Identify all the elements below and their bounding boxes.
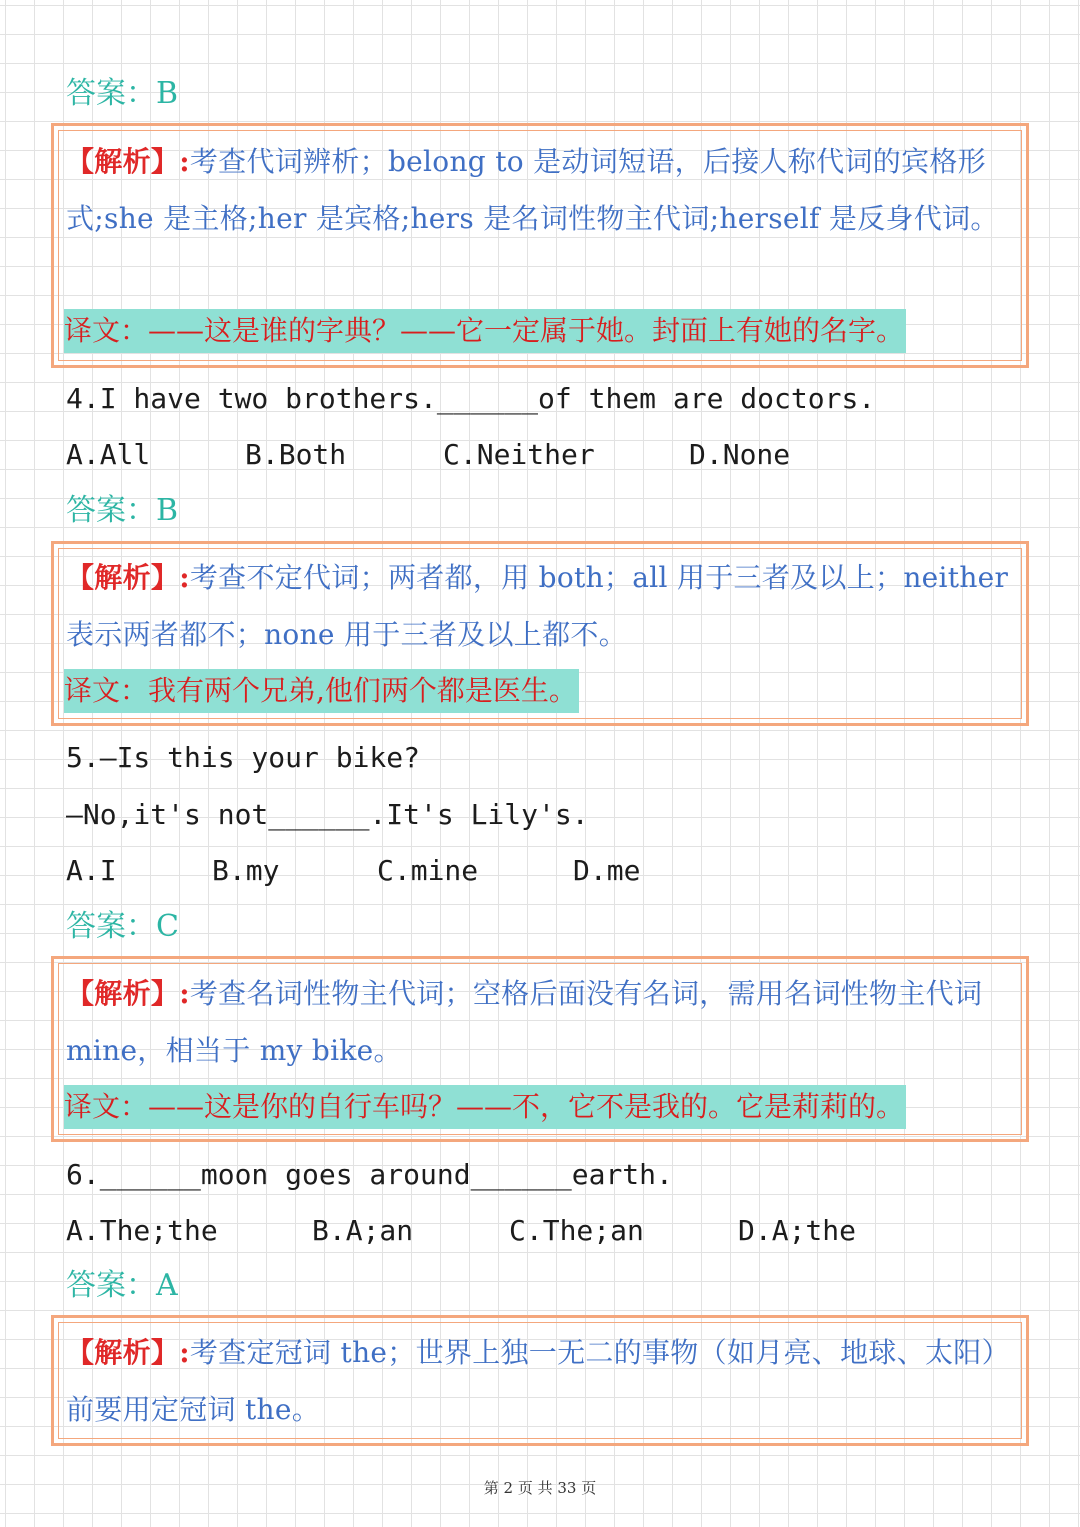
explanation-tag: 【解析】: (66, 561, 190, 594)
option-b-q4: B.Both (245, 438, 347, 471)
option-d-q6: D.A;the (738, 1214, 857, 1247)
option-c-q6: C.The;an (509, 1214, 644, 1247)
explanation-tag: 【解析】: (66, 1336, 190, 1369)
explanation-tag: 【解析】: (66, 145, 190, 178)
option-a-q6: A.The;the (66, 1214, 218, 1247)
question-q4: 4.I have two brothers.______of them are doctors. (66, 382, 876, 415)
explanation-text: 考查代词辨析；belong to 是动词短语，后接人称代词的宾格形式;she 是主格;her 是宾格;hers 是名词性物主代词;herself 是反身代词。 (66, 145, 999, 235)
option-a-q5: A.I (66, 854, 117, 887)
option-d-q5: D.me (573, 854, 641, 887)
explanation-text: 考查名词性物主代词；空格后面没有名词，需用名词性物主代词 mine，相当于 my bike。 (66, 977, 983, 1067)
translation-q5: 译文：——这是你的自行车吗？——不，它不是我的。它是莉莉的。 (64, 1085, 906, 1129)
option-b-q5: B.my (212, 854, 280, 887)
answer-q3: 答案：B (66, 76, 179, 111)
question-q5-line1: 5.—Is this your bike? (66, 741, 421, 774)
answer-q4: 答案：B (66, 493, 179, 528)
explanation-q6 (66, 1324, 1016, 1438)
explanation-q5 (66, 965, 1016, 1079)
answer-q5: 答案：C (66, 909, 179, 944)
explanation-tag: 【解析】: (66, 977, 190, 1010)
question-q5-line2: —No,it's not______.It's Lily's. (66, 798, 589, 831)
option-a-q4: A.All (66, 438, 151, 471)
explanation-q3 (66, 133, 1016, 247)
translation-q3: 译文：——这是谁的字典？——它一定属于她。封面上有她的名字。 (64, 309, 906, 353)
answer-q6: 答案：A (66, 1268, 178, 1303)
explanation-text: 考查不定代词；两者都，用 both；all 用于三者及以上；neither 表示两者都不；none 用于三者及以上都不。 (66, 561, 1009, 651)
question-q6: 6.______moon goes around______earth. (66, 1158, 673, 1191)
option-d-q4: D.None (689, 438, 791, 471)
option-b-q6: B.A;an (312, 1214, 414, 1247)
option-c-q5: C.mine (377, 854, 479, 887)
explanation-q4 (66, 549, 1016, 663)
explanation-text: 考查定冠词 the；世界上独一无二的事物（如月亮、地球、太阳）前要用定冠词 the。 (66, 1336, 1010, 1426)
translation-q4: 译文：我有两个兄弟,他们两个都是医生。 (64, 669, 579, 713)
option-c-q4: C.Neither (443, 438, 595, 471)
page-number: 第 2 页 共 33 页 (483, 1479, 597, 1497)
